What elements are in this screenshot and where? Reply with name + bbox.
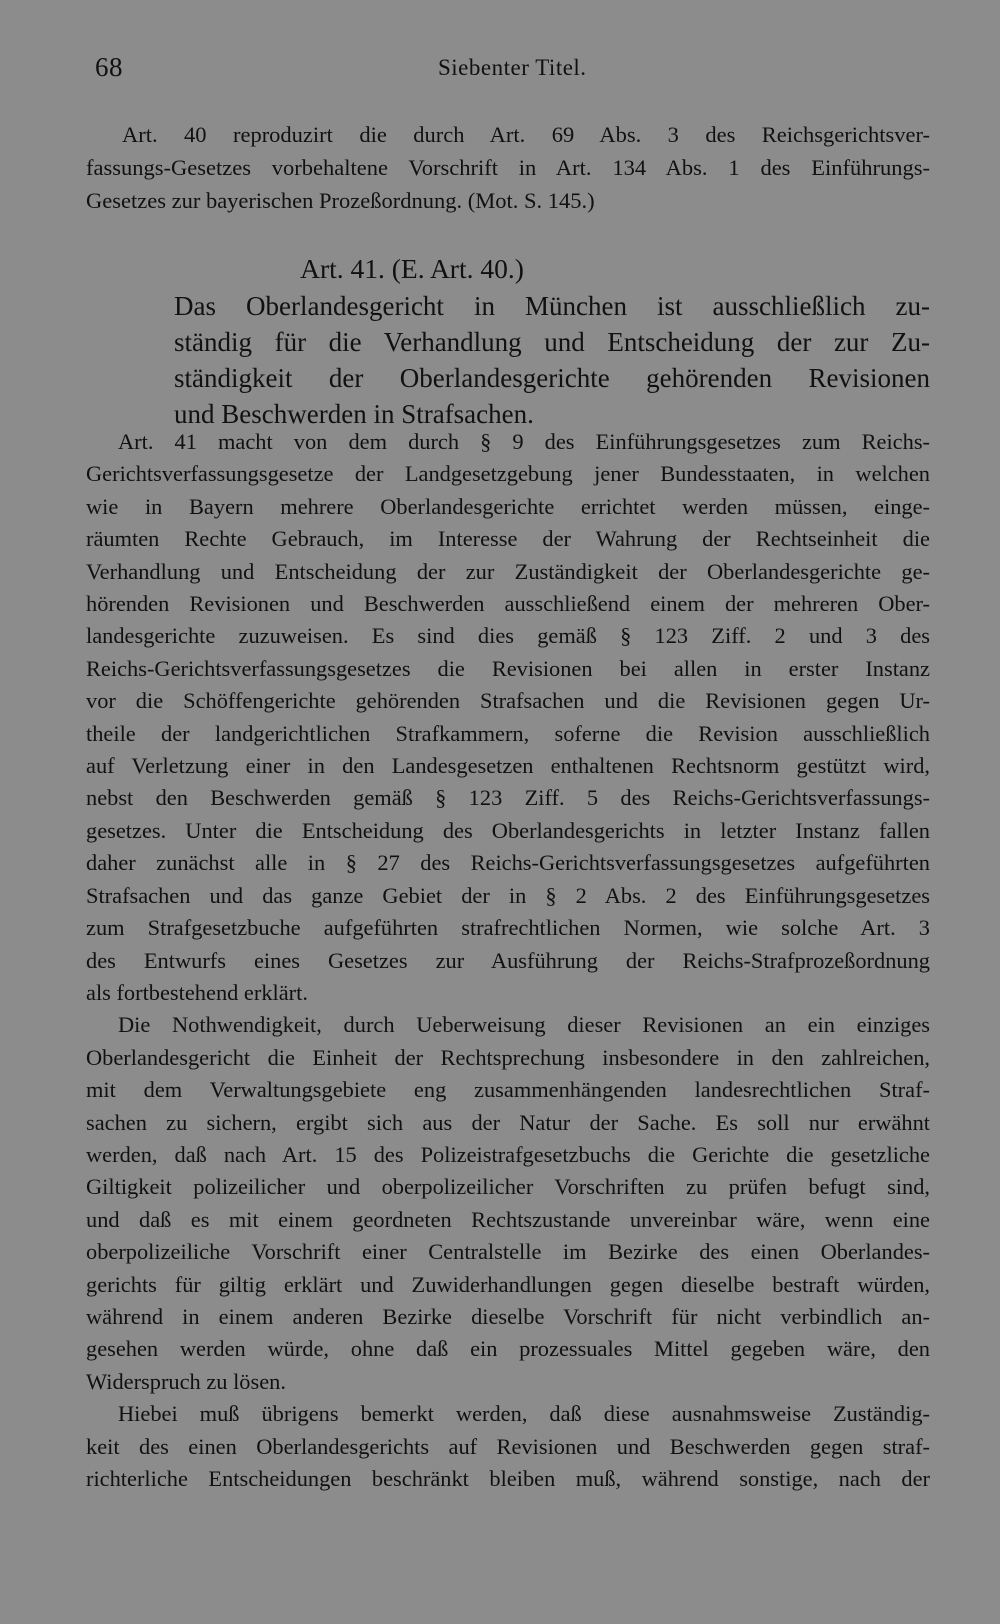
article-line: und Beschwerden in Strafsachen. xyxy=(174,399,534,429)
text-line: oberpolizeiliche Vorschrift einer Centralstelle im Bezirke des einen Oberlandes- xyxy=(86,1239,930,1265)
text-line: und daß es mit einem geordneten Rechtszustande unvereinbar wäre, wenn eine xyxy=(86,1206,930,1232)
text-line: nebst den Beschwerden gemäß § 123 Ziff. 5 des Reichs-Gerichtsverfassungs- xyxy=(86,785,930,811)
text-line: Art. 40 reproduzirt die durch Art. 69 Abs. 3 des Reichsgerichtsver- xyxy=(122,122,930,147)
text-line: Die Nothwendigkeit, durch Ueberweisung dieser Revisionen an ein einziges xyxy=(118,1012,930,1038)
commentary-paragraph-1 xyxy=(86,426,930,1009)
text-line: während in einem anderen Bezirke dieselbe Vorschrift für nicht verbindlich an- xyxy=(86,1303,930,1329)
text-line: Gesetzes zur bayerischen Prozeßordnung. (Mot. S. 145.) xyxy=(86,188,595,213)
text-line: sachen zu sichern, ergibt sich aus der Natur der Sache. Es soll nur erwähnt xyxy=(86,1109,930,1135)
text-line: Hiebei muß übrigens bemerkt werden, daß diese ausnahmsweise Zuständig- xyxy=(118,1401,930,1427)
text-line: daher zunächst alle in § 27 des Reichs-Gerichtsverfassungsgesetzes aufgeführten xyxy=(86,850,930,876)
text-line: als fortbestehend erklärt. xyxy=(86,979,308,1005)
text-line: werden, daß nach Art. 15 des Polizeistrafgesetzbuchs die Gerichte die gesetzliche xyxy=(86,1141,930,1167)
text-line: richterliche Entscheidungen beschränkt bleiben muß, während sonstige, nach der xyxy=(86,1466,930,1491)
page-number: 68 xyxy=(95,52,123,82)
text-line: landesgerichte zuzuweisen. Es sind dies gemäß § 123 Ziff. 2 und 3 des xyxy=(86,623,930,649)
text-line: Strafsachen und das ganze Gebiet der in § 2 Abs. 2 des Einführungsgesetzes xyxy=(86,882,930,908)
text-line: keit des einen Oberlandesgerichts auf Revisionen und Beschwerden gegen straf- xyxy=(86,1433,930,1459)
article-heading: Art. 41. (E. Art. 40.) xyxy=(300,253,524,284)
text-line: Giltigkeit polizeilicher und oberpolizeilicher Vorschriften zu prüfen befugt sind, xyxy=(86,1174,930,1200)
article-line: ständig für die Verhandlung und Entscheidung der zur Zu- xyxy=(174,327,930,357)
commentary-paragraph-3 xyxy=(86,1398,930,1495)
intro-paragraph xyxy=(86,118,930,217)
text-line: räumten Rechte Gebrauch, im Interesse der Wahrung der Rechtseinheit die xyxy=(86,526,930,552)
text-line: gesehen werden würde, ohne daß ein prozessuales Mittel gegeben wäre, den xyxy=(86,1336,930,1362)
text-line: vor die Schöffengerichte gehörenden Strafsachen und die Revisionen gegen Ur- xyxy=(86,688,930,714)
running-head: Siebenter Titel. xyxy=(438,55,587,80)
text-line: gesetzes. Unter die Entscheidung des Oberlandesgerichts in letzter Instanz fallen xyxy=(86,817,930,843)
text-line: auf Verletzung einer in den Landesgesetzen enthaltenen Rechtsnorm gestützt wird, xyxy=(86,753,930,779)
text-line: wie in Bayern mehrere Oberlandesgerichte errichtet werden müssen, einge- xyxy=(86,493,930,519)
commentary xyxy=(86,426,930,1495)
text-line: hörenden Revisionen und Beschwerden ausschließend einem der mehreren Ober- xyxy=(86,591,930,617)
article-line: ständigkeit der Oberlandesgerichte gehörenden Revisionen xyxy=(174,363,930,393)
text-line: Gerichtsverfassungsgesetze der Landgesetzgebung jener Bundesstaaten, in welchen xyxy=(86,461,930,487)
commentary-paragraph-2 xyxy=(86,1009,930,1398)
text-line: Widerspruch zu lösen. xyxy=(86,1368,286,1394)
text-line: Art. 41 macht von dem durch § 9 des Einführungsgesetzes zum Reichs- xyxy=(118,429,930,454)
text-line: Verhandlung und Entscheidung der zur Zuständigkeit der Oberlandesgerichte ge- xyxy=(86,558,930,584)
text-line: gerichts für giltig erklärt und Zuwiderhandlungen gegen dieselbe bestraft würden, xyxy=(86,1271,930,1297)
text-line: Oberlandesgericht die Einheit der Rechtsprechung insbesondere in den zahlreichen, xyxy=(86,1044,930,1070)
article-line: Das Oberlandesgericht in München ist ausschließlich zu- xyxy=(174,291,930,321)
text-line: fassungs-Gesetzes vorbehaltene Vorschrift in Art. 134 Abs. 1 des Einführungs- xyxy=(86,155,930,180)
article-41 xyxy=(174,250,930,432)
text-line: theile der landgerichtlichen Strafkammern, soferne die Revision ausschließlich xyxy=(86,720,930,746)
text-line: zum Strafgesetzbuche aufgeführten strafrechtlichen Normen, wie solche Art. 3 xyxy=(86,915,930,941)
page-header xyxy=(92,52,932,92)
text-line: Reichs-Gerichtsverfassungsgesetzes die Revisionen bei allen in erster Instanz xyxy=(86,655,930,681)
text-line: mit dem Verwaltungsgebiete eng zusammenhängenden landesrechtlichen Straf- xyxy=(86,1077,930,1103)
text-line: des Entwurfs eines Gesetzes zur Ausführung der Reichs-Strafprozeßordnung xyxy=(86,947,930,973)
